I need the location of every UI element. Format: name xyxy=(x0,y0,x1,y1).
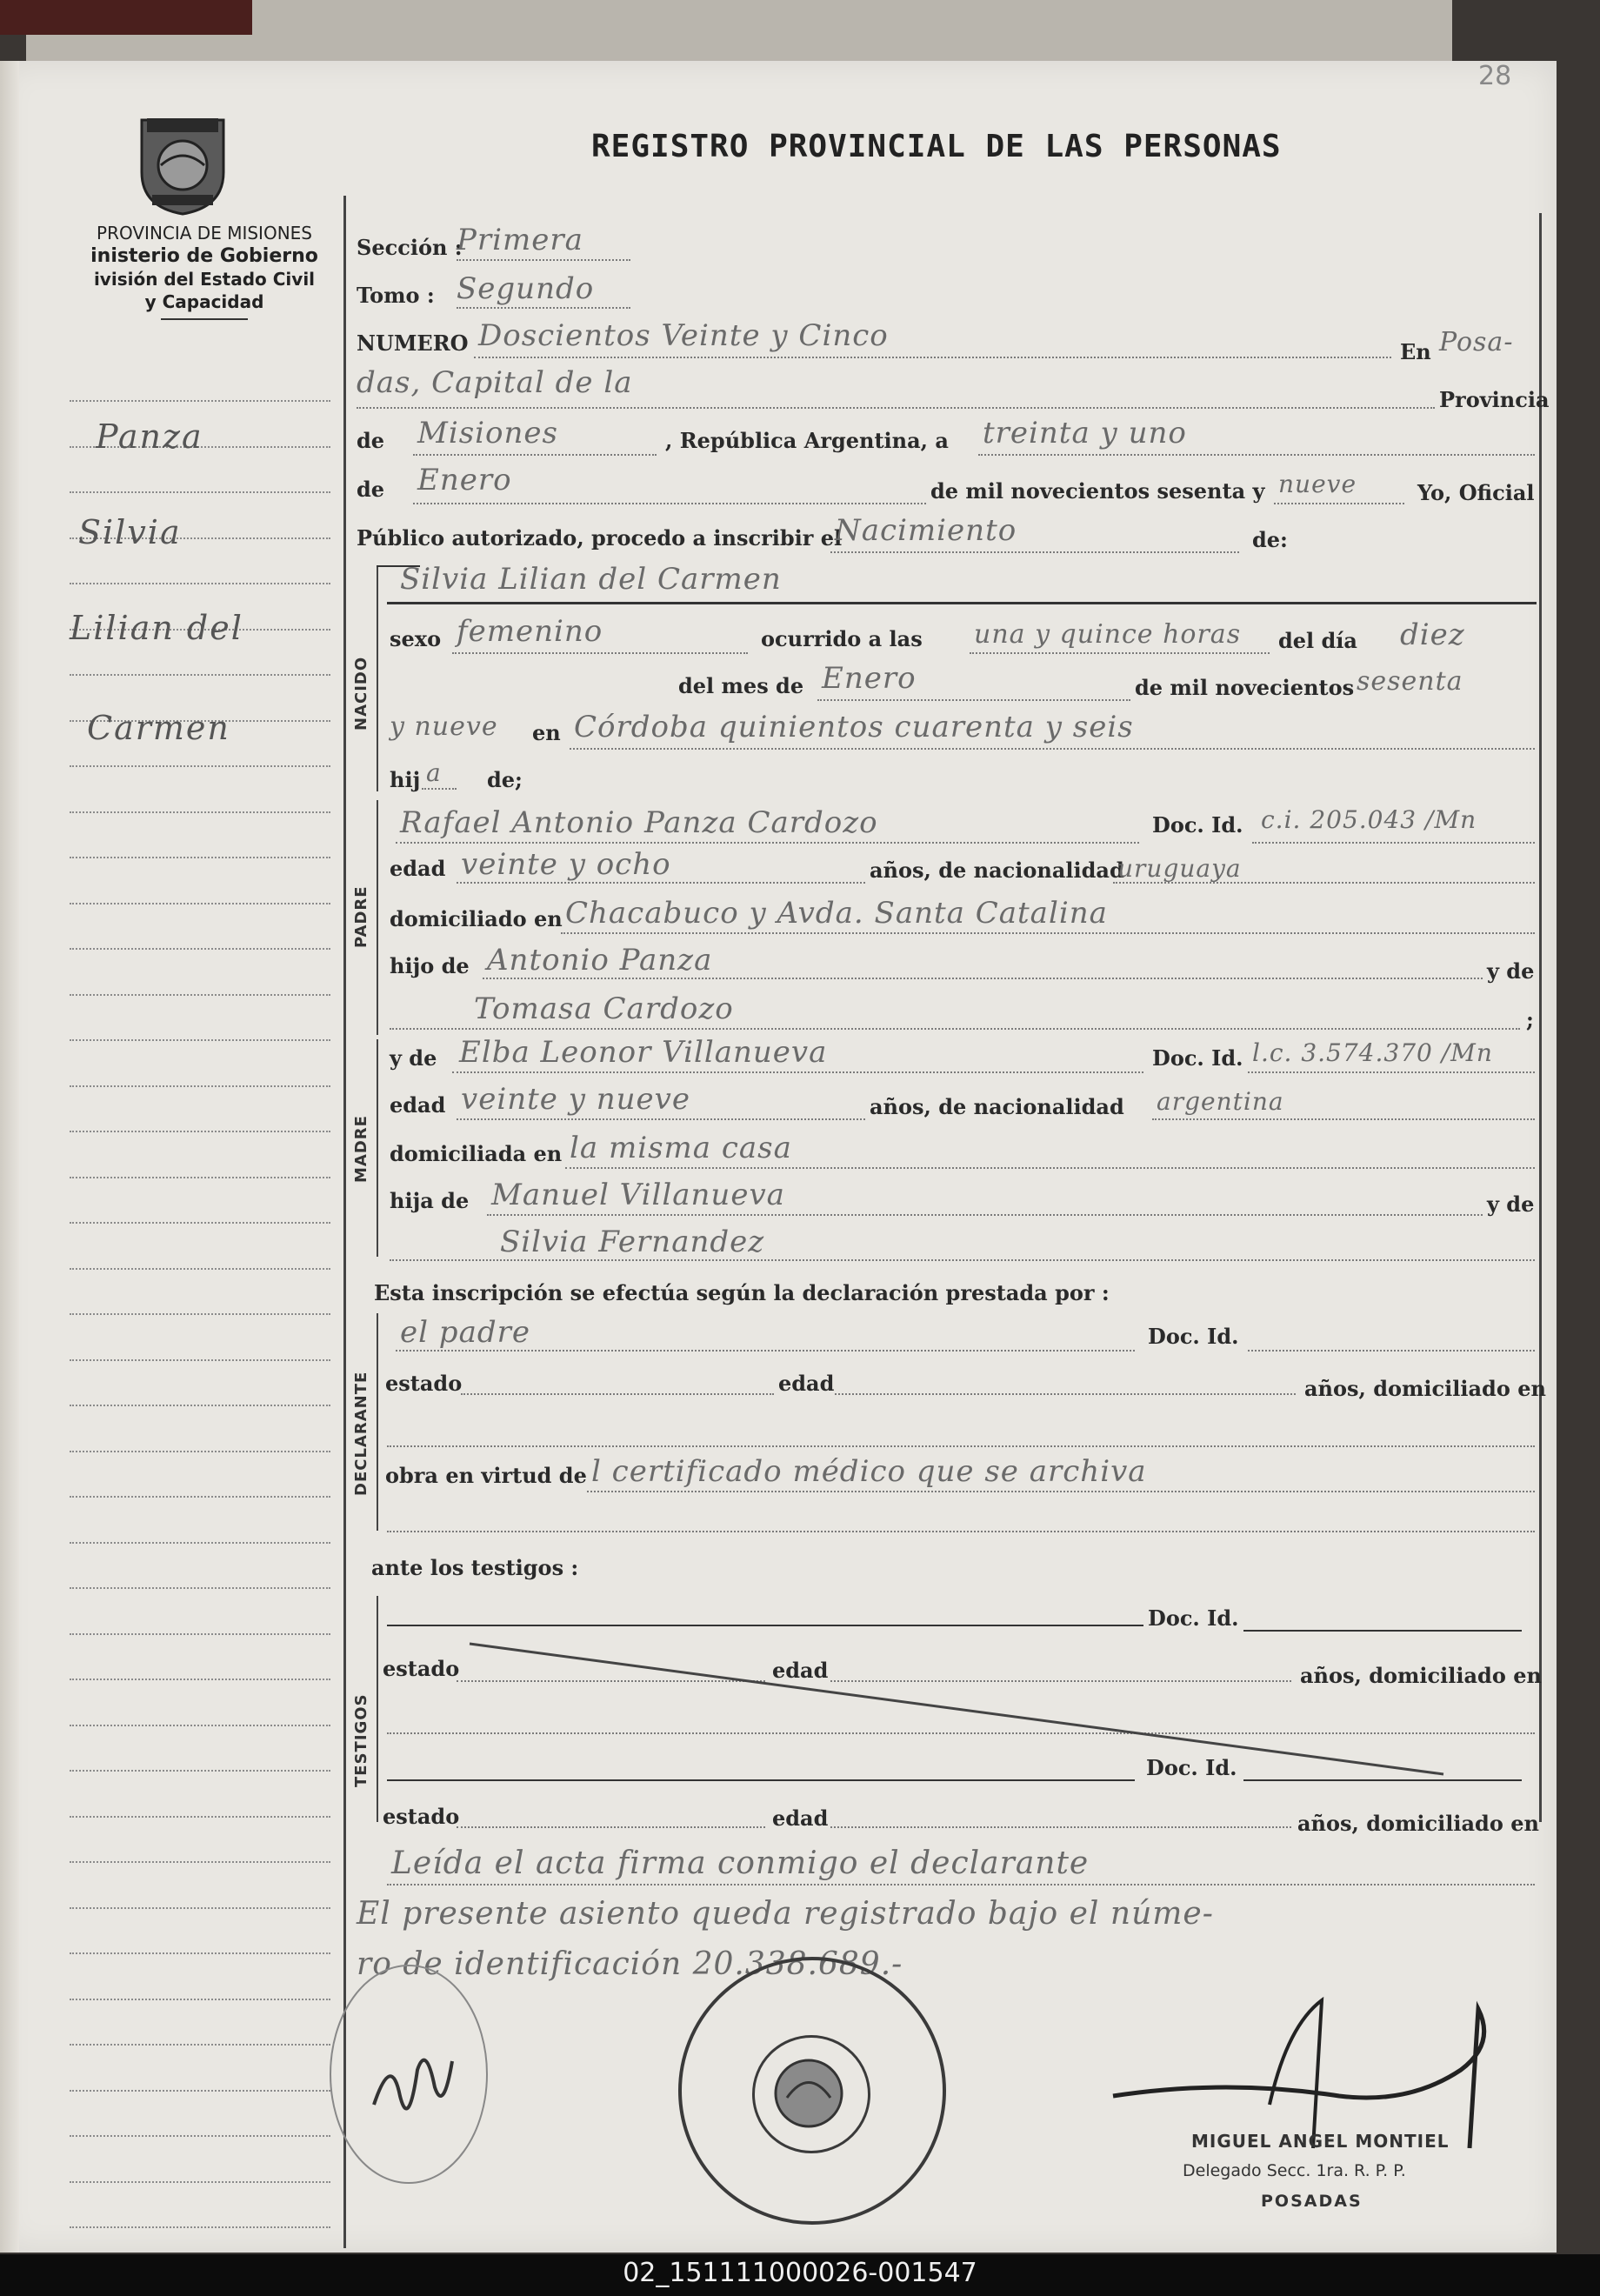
hij-suffix: a xyxy=(426,758,442,787)
testigo1-edad-label: edad xyxy=(772,1658,829,1683)
testigo2-estado-dots xyxy=(457,1826,765,1828)
republica-label: , República Argentina, a xyxy=(665,428,949,453)
del-mes-label: del mes de xyxy=(678,673,804,698)
madre-doc: l.c. 3.574.370 /Mn xyxy=(1252,1038,1493,1067)
mes-value: Enero xyxy=(822,661,917,696)
numero-label: NUMERO xyxy=(357,330,469,356)
closing-line-1: Leída el acta firma conmigo el declarante xyxy=(391,1845,1090,1881)
madre-doc-label: Doc. Id. xyxy=(1152,1045,1243,1071)
dept-capacity: y Capacidad xyxy=(144,291,264,312)
padre-doc-label: Doc. Id. xyxy=(1152,812,1243,838)
esta-label: Esta inscripción se efectúa según la declaración prestada por : xyxy=(374,1280,1110,1305)
provincia-label: Provincia xyxy=(1439,387,1550,412)
y-de3-label: y de xyxy=(1487,1191,1535,1217)
seccion-value: Primera xyxy=(457,223,583,257)
hora-value: una y quince horas xyxy=(974,619,1242,650)
testigo1-doc-label: Doc. Id. xyxy=(1148,1605,1239,1631)
testigo2-estado-label: estado xyxy=(383,1804,460,1829)
tomo-value: Segundo xyxy=(457,271,595,306)
testigo1-anios-label: años, domiciliado en xyxy=(1300,1663,1542,1688)
page-title: REGISTRO PROVINCIAL DE LAS PERSONAS xyxy=(591,129,1282,164)
de-label: de xyxy=(357,428,385,453)
testigo2-edad-label: edad xyxy=(772,1805,829,1831)
decl-doc-label: Doc. Id. xyxy=(1148,1324,1239,1349)
madre-madre: Silvia Fernandez xyxy=(500,1225,765,1259)
padre-edad-label: edad xyxy=(390,856,446,881)
closing-line-3: ro de identificación 20.338.689.- xyxy=(357,1946,903,1982)
decl-edad-label: edad xyxy=(778,1371,835,1396)
hija-de-label: hija de xyxy=(390,1188,470,1213)
madre-tag: MADRE xyxy=(352,1115,370,1183)
madre-padre: Manuel Villanueva xyxy=(491,1178,785,1212)
semicolon: ; xyxy=(1526,1007,1534,1032)
del-dia-label: del día xyxy=(1278,628,1357,653)
margin-middlename: Lilian del xyxy=(70,609,243,647)
testigo2-edad-dots xyxy=(830,1826,1291,1828)
en-value: Posa- xyxy=(1439,327,1514,357)
margin-firstname: Silvia xyxy=(78,513,182,551)
dept-province: PROVINCIA DE MISIONES xyxy=(97,223,312,244)
lugar-value: Córdoba quinientos cuarenta y seis xyxy=(574,710,1134,744)
declarante-tag: DECLARANTE xyxy=(352,1371,370,1496)
closing-line-2: El presente asiento queda registrado bajo el núme- xyxy=(357,1896,1214,1932)
stamp-emblem-icon xyxy=(761,2046,857,2141)
margin-surname: Panza xyxy=(96,417,203,456)
anio2-value: y nueve xyxy=(390,711,498,742)
mil2-label: de mil novecientos xyxy=(1135,675,1355,700)
testigos-tag: TESTIGOS xyxy=(352,1693,370,1787)
sexo-label: sexo xyxy=(390,626,442,651)
y-de2-label: y de xyxy=(390,1045,437,1071)
ocurrido-label: ocurrido a las xyxy=(761,626,923,651)
testigo2-anios-label: años, domiciliado en xyxy=(1297,1811,1539,1836)
yo-label: Yo, Oficial xyxy=(1417,480,1535,505)
file-id: 02_151111000026-001547 xyxy=(623,2258,977,2288)
padre-padre: Antonio Panza xyxy=(487,943,713,978)
decl-value: el padre xyxy=(400,1315,530,1350)
obra-value: l certificado médico que se archiva xyxy=(591,1454,1147,1489)
madre-domic-label: domiciliada en xyxy=(390,1141,563,1166)
ante-label: ante los testigos : xyxy=(371,1555,579,1580)
child-name: Silvia Lilian del Carmen xyxy=(400,562,782,597)
hijo-de-label: hijo de xyxy=(390,953,470,978)
anio-value: sesenta xyxy=(1357,666,1463,697)
padre-dom: Chacabuco y Avda. Santa Catalina xyxy=(565,896,1108,931)
madre-nac: argentina xyxy=(1157,1087,1284,1116)
padre-doc: c.i. 205.043 /Mn xyxy=(1261,805,1477,834)
hij-label: hij xyxy=(390,767,421,792)
de4-label: de; xyxy=(487,767,523,792)
padre-tag: PADRE xyxy=(352,885,370,948)
seccion-label: Sección : xyxy=(357,235,463,260)
nacido-tag: NACIDO xyxy=(352,656,370,731)
decl-estado-label: estado xyxy=(385,1371,463,1396)
madre-edad-label: edad xyxy=(390,1092,446,1118)
dept-division: ivisión del Estado Civil xyxy=(93,269,316,290)
padre-domic-label: domiciliado en xyxy=(390,906,563,931)
y-de-label: y de xyxy=(1487,958,1535,984)
signatory-city: POSADAS xyxy=(1261,2192,1363,2211)
dia-value: diez xyxy=(1400,617,1465,652)
numero-value: Doscientos Veinte y Cinco xyxy=(478,318,889,353)
de3-label: de: xyxy=(1252,527,1288,552)
publico-label: Público autorizado, procedo a inscribir el xyxy=(357,525,843,551)
padre-nac-label: años, de nacionalidad xyxy=(870,858,1124,883)
day-value: treinta y uno xyxy=(983,416,1187,451)
dept-ministry: inisterio de Gobierno xyxy=(90,245,318,267)
province-value: Misiones xyxy=(417,416,558,451)
padre-name: Rafael Antonio Panza Cardozo xyxy=(400,805,878,840)
decl-anios-label: años, domiciliado en xyxy=(1304,1376,1546,1401)
year-value: nueve xyxy=(1278,470,1357,498)
padre-nac: uruguaya xyxy=(1117,854,1242,883)
margin-lastname: Carmen xyxy=(87,709,230,747)
signatory-name: MIGUEL ANGEL MONTIEL xyxy=(1191,2131,1450,2152)
de2-label: de xyxy=(357,477,385,502)
acto-value: Nacimiento xyxy=(835,513,1017,548)
obra-label: obra en virtud de xyxy=(385,1463,587,1488)
padre-madre: Tomasa Cardozo xyxy=(474,991,734,1026)
month-value: Enero xyxy=(417,463,512,497)
tomo-label: Tomo : xyxy=(357,283,435,308)
initial-signature-icon xyxy=(357,2035,461,2139)
en2-label: en xyxy=(532,720,561,745)
testigo2-doc-label: Doc. Id. xyxy=(1146,1755,1237,1780)
signatory-role: Delegado Secc. 1ra. R. P. P. xyxy=(1183,2161,1406,2180)
sexo-value: femenino xyxy=(457,614,603,649)
madre-nac-label: años, de nacionalidad xyxy=(870,1094,1124,1119)
madre-dom: la misma casa xyxy=(570,1131,792,1165)
testigo1-estado-label: estado xyxy=(383,1656,460,1681)
closing-dots-1 xyxy=(387,1884,1535,1886)
mil-label: de mil novecientos sesenta y xyxy=(930,478,1265,504)
en-label: En xyxy=(1400,339,1431,364)
madre-edad: veinte y nueve xyxy=(461,1082,690,1117)
padre-edad: veinte y ocho xyxy=(461,847,671,882)
city-value: das, Capital de la xyxy=(357,365,633,400)
page-number: 28 xyxy=(1478,61,1512,91)
madre-name: Elba Leonor Villanueva xyxy=(459,1035,828,1070)
